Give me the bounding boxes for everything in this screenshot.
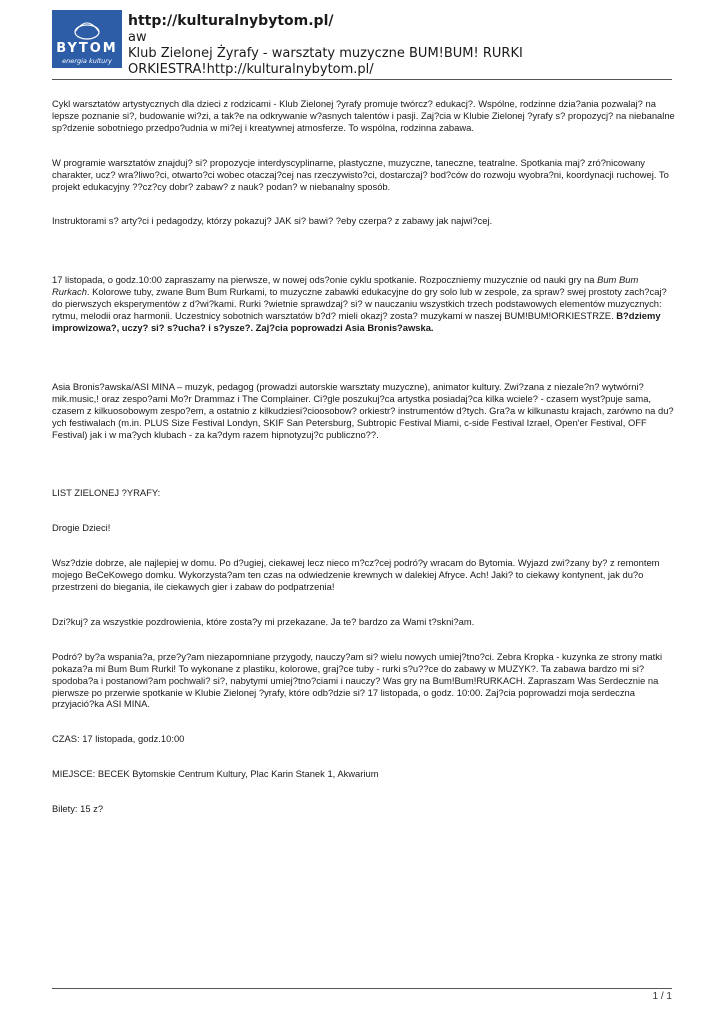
article-body <box>52 98 677 815</box>
paragraph-instructor-bio: Asia Bronis?awska/ASI MINA – muzyk, pedagog (prowadzi autorskie warsztaty muzyczne), animator kultury. Zwi?zana z niezale?n? wytwórni? mik.music,! oraz zespo?ami Mo?r Drammaz i The Complainer. Ci?gle poszukuj?ca artystka posiadaj?ca kilka wciele? - czasem wyst?puje sama, czasem z kilkuosobowym zespo?em, a ostatnio z kilkudziesi?cioosobow? orkiestr? instrumentów d?tych. Gra?a w kilkunastu krajach, zarówno na du?ych festiwalach (m.in. PLUS Size Festival Londyn, SKIF San Petersburg, Subtropic Festival Miami, c-side Festival Izrael, Open'er Festival, OFF Festival) jak i w ma?ych klubach - za ka?dym razem hipnotyzuj?c publiczno??. <box>52 380 674 440</box>
event-text-middle: . Kolorowe tuby, zwane Bum Bum Rurkami, to muzyczne zabawki edukacyjne do gry solo lub w zespole, za spraw? swej prostoty zach?caj? do pierwszych eksperymentów z d?wi?kami. Rurki ?wietnie sprawdzaj? si? w nauczaniu wszystkich trzech podstawowych elementów muzycznych: rytmu, melodii oraz harmonii. Uczestnicy sobotnich warsztatów b?d? mieli okazj? zosta? muzykami w naszej BUM!BUM!ORKIESTRZE. <box>52 286 667 322</box>
header-divider <box>52 79 672 80</box>
footer-divider <box>52 988 672 989</box>
article-author: aw <box>128 30 147 45</box>
paragraph-instructors: Instruktorami s? arty?ci i pedagodzy, którzy pokazuj? JAK si? bawi? ?eby czerpa? z zabawy jak najwi?cej. <box>52 215 493 227</box>
letter-paragraph-3: Podró? by?a wspania?a, prze?y?am niezapomniane przygody, nauczy?am si? wielu nowych umiej?tno?ci. Zebra Kropka - kuzynka ze strony matki pokaza?a mi Bum Bum Rurki! To wykonane z plastiku, kolorowe, graj?ce tuby - rurki s?u??ce do zabawy w MUZYK?. Ta zabawa bardzo mi si? spodoba?a i postanowi?am pochwali? si?, nabytymi umiej?tno?ciami i nauczy? Was gry na Bum!Bum!RURKACH. Zapraszam Was Serdecznie na pierwsze po przerwie spotkanie w Klubie Zielonej ?yrafy, które odb?dzie si? 17 listopada, o godz. 10:00. Zaj?cia poprowadzi moja serdeczna przyjació?ka ASI MINA. <box>52 650 663 710</box>
paragraph-event <box>52 274 677 334</box>
bytom-logo <box>52 10 122 68</box>
event-text-start: 17 listopada, o godz.10:00 zapraszamy na pierwsze, w nowej ods?onie cyklu spotkanie. Rozpoczniemy muzycznie od nauki gry na <box>52 274 598 286</box>
event-time: CZAS: 17 listopada, godz.10:00 <box>52 733 185 745</box>
paragraph-intro: Cykl warsztatów artystycznych dla dzieci z rodzicami - Klub Zielonej ?yrafy promuje twórcz? edukacj?. Wspólne, rodzinne dzia?ania pozwalaj? na lepsze poznanie si?, budowanie wi?zi, a tak?e na odkrywanie w?asnych talentów i pasji. Zaj?cia w Klubie Zielonej ?yrafy s? propozycj? na niebanalne sp?dzenie sobotniego przedpo?udnia w mi?ej i kreatywnej atmosferze. To wspólna, rodzinna zabawa. <box>52 98 675 133</box>
logo-subtext: energia kultury <box>62 57 112 65</box>
logo-text: BYTOM <box>56 41 118 56</box>
document-header <box>52 10 672 80</box>
site-url: http://kulturalnybytom.pl/ <box>128 13 334 29</box>
page-number: 1 / 1 <box>652 991 672 1002</box>
event-tickets: Bilety: 15 z? <box>52 803 104 815</box>
event-place: MIEJSCE: BECEK Bytomskie Centrum Kultury, Plac Karin Stanek 1, Akwarium <box>52 768 379 780</box>
paragraph-program: W programie warsztatów znajduj? si? propozycje interdyscyplinarne, plastyczne, muzyczne, taneczne, teatralne. Spotkania maj? zró?nicowany charakter, ucz? wra?liwo?ci, otwarto?ci wobec otaczaj?cej nas rzeczywisto?ci, dostarczaj? bod?ców do rozwoju wyobra?ni, koordynacji ruchowej. To projekt edukacyjny ??cz?cy dobr? zabaw? z nauk? podan? w niebanalny sposób. <box>52 156 669 192</box>
event-text-italic: Bum Bum Rurkach <box>52 274 639 298</box>
letter-paragraph-1: Wsz?dzie dobrze, ale najlepiej w domu. Po d?ugiej, ciekawej lecz nieco m?cz?cej podró?y wracam do Bytomia. Wyjazd zwi?zany by? z remontem mojego BeCeKowego domku. Wykorzysta?am ten czas na odwiedzenie krewnych w dalekiej Afryce. Ach! Jaki? to ciekawy kontynent, jak du?o przestrzeni do biegania, ile ciekawych gier i zabaw do podpatrzenia! <box>52 557 660 593</box>
header-text-block <box>128 12 668 78</box>
event-text-bold: B?dziemy improwizowa?, uczy? si? s?ucha? i s?ysze?. Zaj?cia poprowadzi Asia Bronis?awska. <box>52 310 661 333</box>
article-title: Klub Zielonej Żyrafy - warsztaty muzyczne BUM!BUM! RURKI ORKIESTRA!http://kulturalnybytom.pl/ <box>128 46 523 77</box>
logo-emblem-icon <box>52 10 122 40</box>
letter-greeting: Drogie Dzieci! <box>52 522 111 534</box>
letter-paragraph-2: Dzi?kuj? za wszystkie pozdrowienia, które zosta?y mi przekazane. Ja te? bardzo za Wami t?skni?am. <box>52 615 475 627</box>
letter-heading: LIST ZIELONEJ ?YRAFY: <box>52 487 161 499</box>
